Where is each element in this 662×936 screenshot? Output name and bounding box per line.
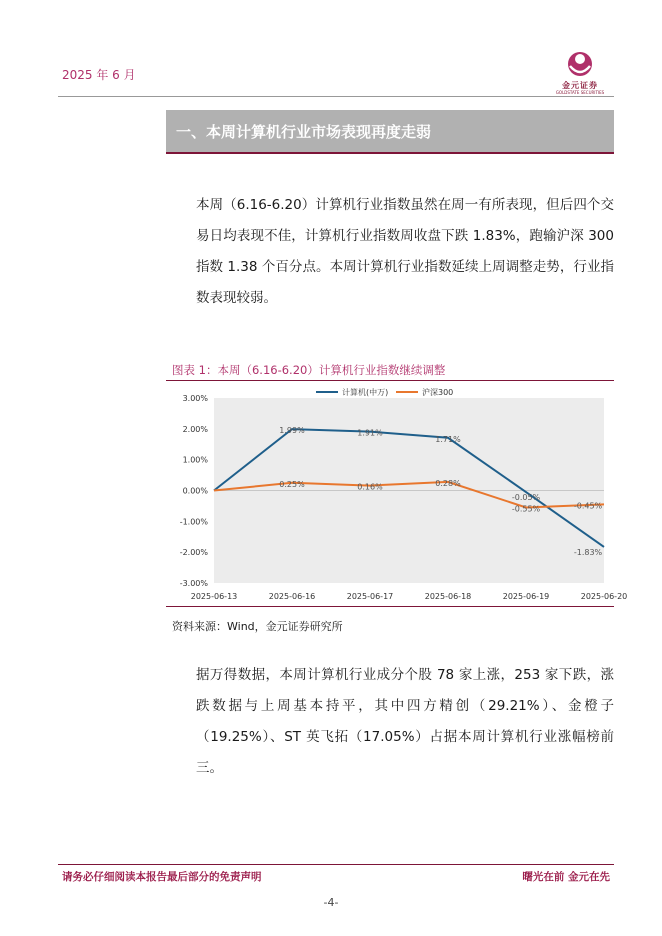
header-divider bbox=[58, 96, 614, 97]
logo-text: 金元证券 bbox=[562, 81, 598, 90]
data-label: 0.25% bbox=[279, 479, 305, 489]
data-label: -0.55% bbox=[511, 504, 541, 514]
logo-subtext: GOLDSTATE SECURITIES bbox=[555, 90, 605, 95]
data-label: 1.71% bbox=[435, 434, 461, 444]
y-tick-label: -1.00% bbox=[179, 517, 208, 527]
footer-disclaimer: 请务必仔细阅读本报告最后部分的免责声明 bbox=[62, 871, 262, 883]
page-number: -4- bbox=[323, 896, 339, 909]
legend-label: 沪深300 bbox=[422, 388, 454, 397]
y-tick-label: 2.00% bbox=[182, 424, 208, 434]
x-tick-label: 2025-06-18 bbox=[424, 592, 472, 601]
x-tick-label: 2025-06-19 bbox=[502, 592, 550, 601]
legend-label: 计算机(中万) bbox=[342, 388, 389, 397]
footer-slogan: 曙光在前 金元在先 bbox=[522, 871, 610, 883]
data-label: -0.05% bbox=[511, 493, 541, 503]
footer-divider bbox=[58, 864, 614, 865]
y-tick-label: 1.00% bbox=[182, 455, 208, 465]
y-tick-label: 3.00% bbox=[182, 394, 208, 403]
data-label: -0.45% bbox=[573, 501, 603, 511]
paragraph-2: 据万得数据，本周计算机行业成分个股 78 家上涨，253 家下跌，涨跌数据与上周基本持平，其中四方精创（29.21%）、金橙子（19.25%）、ST 英飞拓（17.05%）占据本周计算机行业涨幅榜前三。 bbox=[196, 667, 614, 776]
data-label: 1.91% bbox=[357, 428, 383, 438]
data-label: 1.99% bbox=[279, 426, 305, 436]
data-label: 0.16% bbox=[357, 482, 383, 492]
y-tick-label: 0.00% bbox=[182, 486, 208, 496]
x-tick-label: 2025-06-17 bbox=[346, 592, 394, 601]
y-tick-label: -3.00% bbox=[179, 579, 208, 588]
line-chart bbox=[166, 381, 628, 605]
figure-bottom-rule bbox=[166, 606, 614, 607]
report-date: 2025 年 6 月 bbox=[62, 68, 136, 82]
x-tick-label: 2025-06-13 bbox=[190, 592, 238, 601]
data-label: 0.28% bbox=[435, 478, 461, 488]
x-tick-label: 2025-06-20 bbox=[580, 592, 628, 601]
paragraph-1: 本周（6.16-6.20）计算机行业指数虽然在周一有所表现，但后四个交易日均表现不佳，计算机行业指数周收盘下跌 1.83%，跑输沪深 300 指数 1.38 个百分点。本周计算机行业指数延续上周调整走势，行业指数表现较弱。 bbox=[196, 197, 614, 306]
x-tick-label: 2025-06-16 bbox=[268, 592, 316, 601]
section-title: 一、本周计算机行业市场表现再度走弱 bbox=[166, 110, 614, 154]
figure-source: 资料来源：Wind，金元证券研究所 bbox=[172, 620, 343, 633]
company-logo bbox=[548, 50, 612, 96]
y-tick-label: -2.00% bbox=[179, 548, 208, 558]
logo-emblem-icon bbox=[548, 50, 612, 80]
data-label: -1.83% bbox=[573, 547, 603, 557]
figure-title: 图表 1：本周（6.16-6.20）计算机行业指数继续调整 bbox=[172, 363, 446, 377]
